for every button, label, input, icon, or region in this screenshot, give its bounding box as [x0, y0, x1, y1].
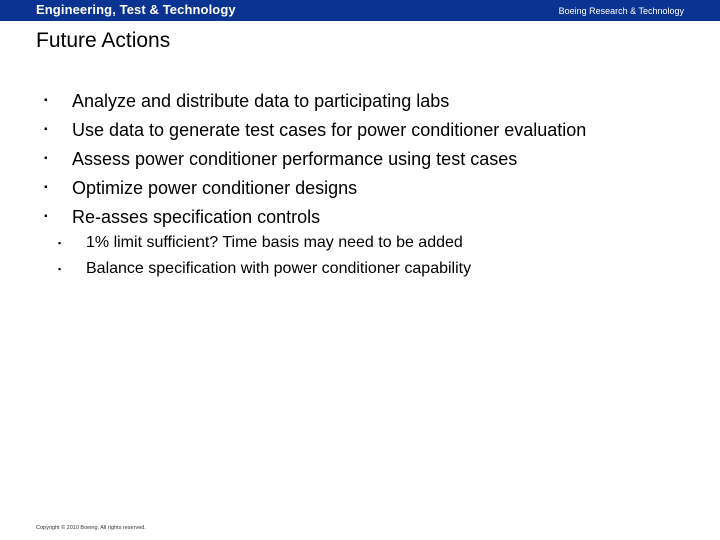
org-name: Boeing Research & Technology — [558, 6, 684, 16]
header-bar — [0, 0, 720, 21]
sub-bullet-text: 1% limit sufficient? Time basis may need to be added — [86, 234, 463, 251]
bullet-icon: ▪ — [44, 182, 48, 193]
bullet-icon: ▪ — [44, 95, 48, 106]
bullet-text: Optimize power conditioner designs — [72, 178, 358, 198]
bullet-icon: ▪ — [44, 124, 48, 135]
brand-title: Engineering, Test & Technology — [36, 2, 236, 17]
bullet-list — [36, 89, 586, 234]
sub-bullet-icon: ▪ — [58, 238, 62, 248]
bullet-item — [36, 176, 586, 205]
bullet-item — [36, 118, 586, 147]
bullet-item — [36, 89, 586, 118]
copyright-notice: Copyright © 2010 Boeing. All rights reserved. — [36, 525, 146, 531]
sub-bullet-item — [50, 232, 471, 258]
bullet-icon: ▪ — [44, 153, 48, 164]
sub-bullet-text: Balance specification with power conditioner capability — [86, 260, 472, 277]
sub-bullet-item — [50, 258, 471, 284]
bullet-icon: ▪ — [44, 211, 48, 222]
bullet-text: Re-asses specification controls — [72, 207, 321, 227]
bullet-item — [36, 205, 586, 234]
sub-bullet-list — [50, 232, 471, 284]
bullet-item — [36, 147, 586, 176]
sub-bullet-icon: ▪ — [58, 264, 62, 274]
slide-title: Future Actions — [36, 29, 171, 52]
bullet-text: Use data to generate test cases for power conditioner evaluation — [72, 120, 587, 140]
bullet-text: Analyze and distribute data to participating labs — [72, 91, 450, 111]
bullet-text: Assess power conditioner performance using test cases — [72, 149, 518, 169]
